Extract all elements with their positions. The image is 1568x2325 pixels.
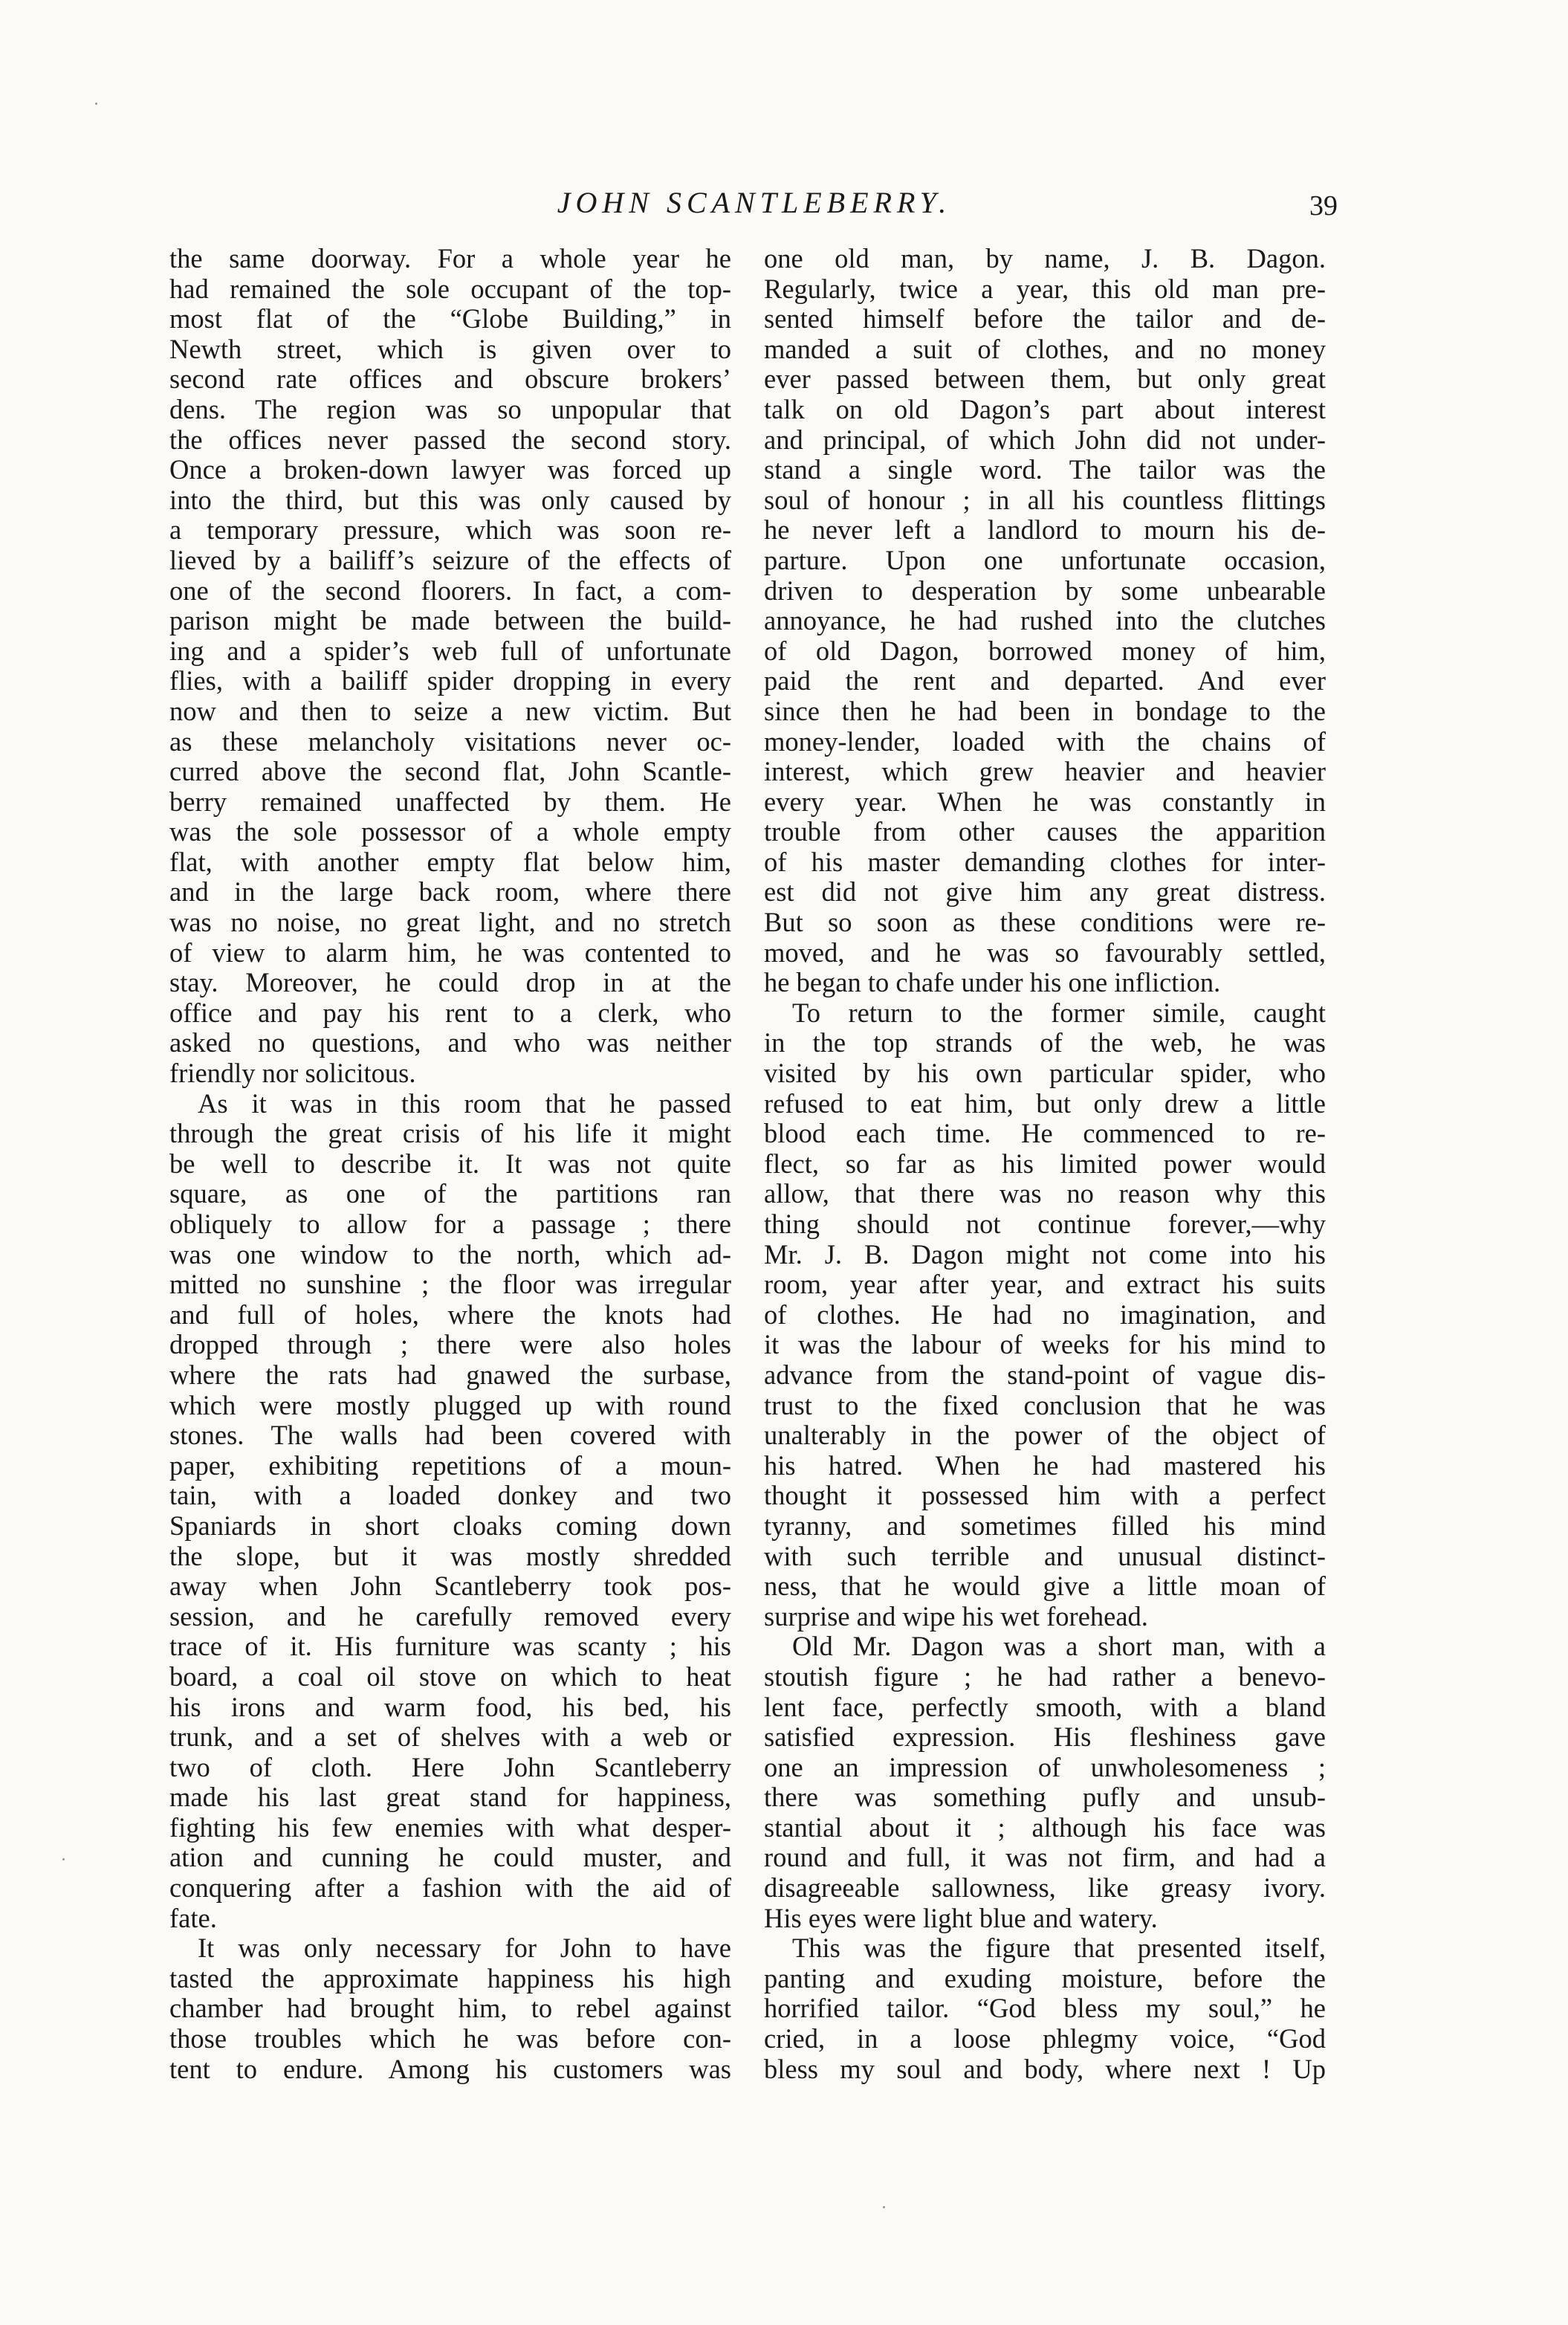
- text-line: est did not give him any great distress.: [764, 876, 1326, 908]
- text-line: two of cloth. Here John Scantleberry: [169, 1751, 731, 1782]
- text-line: ation and cunning he could muster, and: [169, 1842, 731, 1873]
- text-line: round and full, it was not firm, and had a: [764, 1842, 1326, 1873]
- text-line: talk on old Dagon’s part about interest: [764, 393, 1326, 424]
- text-line: be well to describe it. It was not quite: [169, 1148, 731, 1179]
- text-line: Once a broken-down lawyer was forced up: [169, 454, 731, 485]
- text-line: stoutish figure ; he had rather a benevo-: [764, 1661, 1326, 1692]
- text-line: now and then to seize a new victim. But: [169, 695, 731, 726]
- text-line: money-lender, loaded with the chains of: [764, 725, 1326, 757]
- text-line: made his last great stand for happiness,: [169, 1782, 731, 1813]
- text-line: ness, that he would give a little moan of: [764, 1571, 1326, 1602]
- text-line: it was the labour of weeks for his mind to: [764, 1329, 1326, 1360]
- text-line: one an impression of unwholesomeness ;: [764, 1751, 1326, 1782]
- text-line: thing should not continue forever,—why: [764, 1209, 1326, 1239]
- text-line: and principal, of which John did not under-: [764, 424, 1326, 455]
- text-line: a temporary pressure, which was soon re-: [169, 514, 731, 546]
- text-line: as these melancholy visitations never oc-: [169, 725, 731, 757]
- text-line: in the top strands of the web, he was: [764, 1027, 1326, 1058]
- text-line: bless my soul and body, where next ! Up: [764, 2053, 1326, 2084]
- text-line: he never left a landlord to mourn his de-: [764, 514, 1326, 546]
- text-line: ever passed between them, but only great: [764, 363, 1326, 395]
- text-line: satisfied expression. His fleshiness gave: [764, 1721, 1326, 1753]
- text-line: Spaniards in short cloaks coming down: [169, 1510, 731, 1541]
- paper-speck: [883, 2206, 885, 2208]
- text-line: of view to alarm him, he was contented to: [169, 937, 731, 968]
- right-column: [764, 244, 1326, 2084]
- text-line: tyranny, and sometimes filled his mind: [764, 1510, 1326, 1541]
- text-line: visited by his own particular spider, who: [764, 1058, 1326, 1089]
- text-line: the slope, but it was mostly shredded: [169, 1540, 731, 1571]
- text-line: was the sole possessor of a whole empty: [169, 816, 731, 847]
- text-line: the offices never passed the second story.: [169, 424, 731, 455]
- text-line: interest, which grew heavier and heavier: [764, 756, 1326, 787]
- text-line: had remained the sole occupant of the top-: [169, 273, 731, 304]
- text-line: This was the figure that presented itself,: [792, 1933, 1326, 1964]
- text-line: sented himself before the tailor and de-: [764, 303, 1326, 334]
- text-line: Regularly, twice a year, this old man pre-: [764, 273, 1326, 304]
- text-line: panting and exuding moisture, before the: [764, 1962, 1326, 1993]
- text-line: fate.: [169, 1902, 217, 1933]
- text-line: parison might be made between the build-: [169, 605, 731, 636]
- text-line: dens. The region was so unpopular that: [169, 393, 731, 424]
- text-line: refused to eat him, but only drew a little: [764, 1087, 1326, 1119]
- text-line: and full of holes, where the knots had: [169, 1299, 731, 1330]
- text-line: paper, exhibiting repetitions of a moun-: [169, 1449, 731, 1481]
- text-line: Newth street, which is given over to: [169, 333, 731, 364]
- text-line: was no noise, no great light, and no stretch: [169, 907, 731, 938]
- text-line: flies, with a bailiff spider dropping in every: [169, 665, 731, 696]
- text-line: stones. The walls had been covered with: [169, 1420, 731, 1451]
- text-line: cried, in a loose phlegmy voice, “God: [764, 2023, 1326, 2054]
- text-line: allow, that there was no reason why this: [764, 1178, 1326, 1209]
- text-line: most flat of the “Globe Building,” in: [169, 303, 731, 334]
- text-line: into the third, but this was only caused by: [169, 484, 731, 515]
- text-line: Mr. J. B. Dagon might not come into his: [764, 1238, 1326, 1270]
- text-line: trouble from other causes the apparition: [764, 816, 1326, 847]
- running-title: JOHN SCANTLEBERRY.: [557, 186, 952, 219]
- text-line: annoyance, he had rushed into the clutches: [764, 605, 1326, 636]
- text-line: driven to desperation by some unbearable: [764, 575, 1326, 606]
- text-line: But so soon as these conditions were re-: [764, 907, 1326, 938]
- text-line: his irons and warm food, his bed, his: [169, 1691, 731, 1722]
- paper-speck: [62, 1858, 65, 1860]
- text-line: ing and a spider’s web full of unfortunate: [169, 635, 731, 666]
- text-line: trace of it. His furniture was scanty ; his: [169, 1631, 731, 1662]
- text-line: every year. When he was constantly in: [764, 786, 1326, 817]
- text-line: tasted the approximate happiness his high: [169, 1962, 731, 1993]
- text-line: one old man, by name, J. B. Dagon.: [764, 243, 1326, 274]
- text-line: square, as one of the partitions ran: [169, 1178, 731, 1209]
- text-line: of his master demanding clothes for inter-: [764, 846, 1326, 877]
- page-header: [171, 177, 1338, 229]
- text-line: disagreeable sallowness, like greasy ivory.: [764, 1872, 1326, 1904]
- text-line: It was only necessary for John to have: [198, 1933, 731, 1964]
- text-line: through the great crisis of his life it might: [169, 1118, 731, 1149]
- text-line: mitted no sunshine ; the floor was irregular: [169, 1269, 731, 1300]
- text-line: there was something pufly and unsub-: [764, 1782, 1326, 1813]
- text-line: lent face, perfectly smooth, with a bland: [764, 1691, 1326, 1722]
- text-line: he began to chafe under his one infliction.: [764, 967, 1221, 998]
- text-line: To return to the former simile, caught: [792, 997, 1326, 1028]
- text-line: board, a coal oil stove on which to heat: [169, 1661, 731, 1692]
- text-line: soul of honour ; in all his countless flittings: [764, 484, 1326, 515]
- text-line: obliquely to allow for a passage ; there: [169, 1209, 731, 1239]
- text-line: berry remained unaffected by them. He: [169, 786, 731, 817]
- text-line: tain, with a loaded donkey and two: [169, 1480, 731, 1511]
- text-line: of clothes. He had no imagination, and: [764, 1299, 1326, 1330]
- text-line: flat, with another empty flat below him,: [169, 846, 731, 877]
- text-line: manded a suit of clothes, and no money: [764, 333, 1326, 364]
- text-line: tent to endure. Among his customers was: [169, 2053, 731, 2084]
- text-line: his hatred. When he had mastered his: [764, 1449, 1326, 1481]
- text-line: fighting his few enemies with what desper-: [169, 1811, 731, 1843]
- text-line: session, and he carefully removed every: [169, 1600, 731, 1632]
- text-line: friendly nor solicitous.: [169, 1058, 416, 1089]
- text-line: stay. Moreover, he could drop in at the: [169, 967, 731, 998]
- text-line: lieved by a bailiff’s seizure of the effects of: [169, 544, 731, 575]
- text-line: room, year after year, and extract his suits: [764, 1269, 1326, 1300]
- text-line: dropped through ; there were also holes: [169, 1329, 731, 1360]
- text-line: office and pay his rent to a clerk, who: [169, 997, 731, 1028]
- text-line: with such terrible and unusual distinct-: [764, 1540, 1326, 1571]
- text-line: stand a single word. The tailor was the: [764, 454, 1326, 485]
- text-line: second rate offices and obscure brokers’: [169, 363, 731, 395]
- text-line: since then he had been in bondage to the: [764, 695, 1326, 726]
- text-line: blood each time. He commenced to re-: [764, 1118, 1326, 1149]
- text-line: away when John Scantleberry took pos-: [169, 1571, 731, 1602]
- text-line: and in the large back room, where there: [169, 876, 731, 908]
- text-line: His eyes were light blue and watery.: [764, 1902, 1158, 1933]
- text-line: those troubles which he was before con-: [169, 2023, 731, 2054]
- text-line: was one window to the north, which ad-: [169, 1238, 731, 1270]
- text-line: unalterably in the power of the object of: [764, 1420, 1326, 1451]
- text-line: flect, so far as his limited power would: [764, 1148, 1326, 1179]
- left-column: [169, 244, 731, 2084]
- text-line: of old Dagon, borrowed money of him,: [764, 635, 1326, 666]
- text-line: where the rats had gnawed the surbase,: [169, 1359, 731, 1390]
- text-line: stantial about it ; although his face was: [764, 1811, 1326, 1843]
- text-line: paid the rent and departed. And ever: [764, 665, 1326, 696]
- text-line: which were mostly plugged up with round: [169, 1389, 731, 1420]
- text-line: conquering after a fashion with the aid of: [169, 1872, 731, 1904]
- text-line: horrified tailor. “God bless my soul,” he: [764, 1993, 1326, 2024]
- text-line: the same doorway. For a whole year he: [169, 243, 731, 274]
- text-line: moved, and he was so favourably settled,: [764, 937, 1326, 968]
- text-line: advance from the stand-point of vague dis-: [764, 1359, 1326, 1390]
- text-line: As it was in this room that he passed: [198, 1087, 731, 1119]
- text-line: thought it possessed him with a perfect: [764, 1480, 1326, 1511]
- text-line: trunk, and a set of shelves with a web or: [169, 1721, 731, 1753]
- text-line: trust to the fixed conclusion that he was: [764, 1389, 1326, 1420]
- paper-speck: [95, 103, 97, 105]
- text-line: Old Mr. Dagon was a short man, with a: [792, 1631, 1326, 1662]
- text-line: curred above the second flat, John Scantle-: [169, 756, 731, 787]
- text-line: surprise and wipe his wet forehead.: [764, 1600, 1148, 1632]
- text-line: chamber had brought him, to rebel against: [169, 1993, 731, 2024]
- text-line: one of the second floorers. In fact, a com-: [169, 575, 731, 606]
- text-line: parture. Upon one unfortunate occasion,: [764, 544, 1326, 575]
- text-line: asked no questions, and who was neither: [169, 1027, 731, 1058]
- page-number: 39: [1309, 190, 1338, 221]
